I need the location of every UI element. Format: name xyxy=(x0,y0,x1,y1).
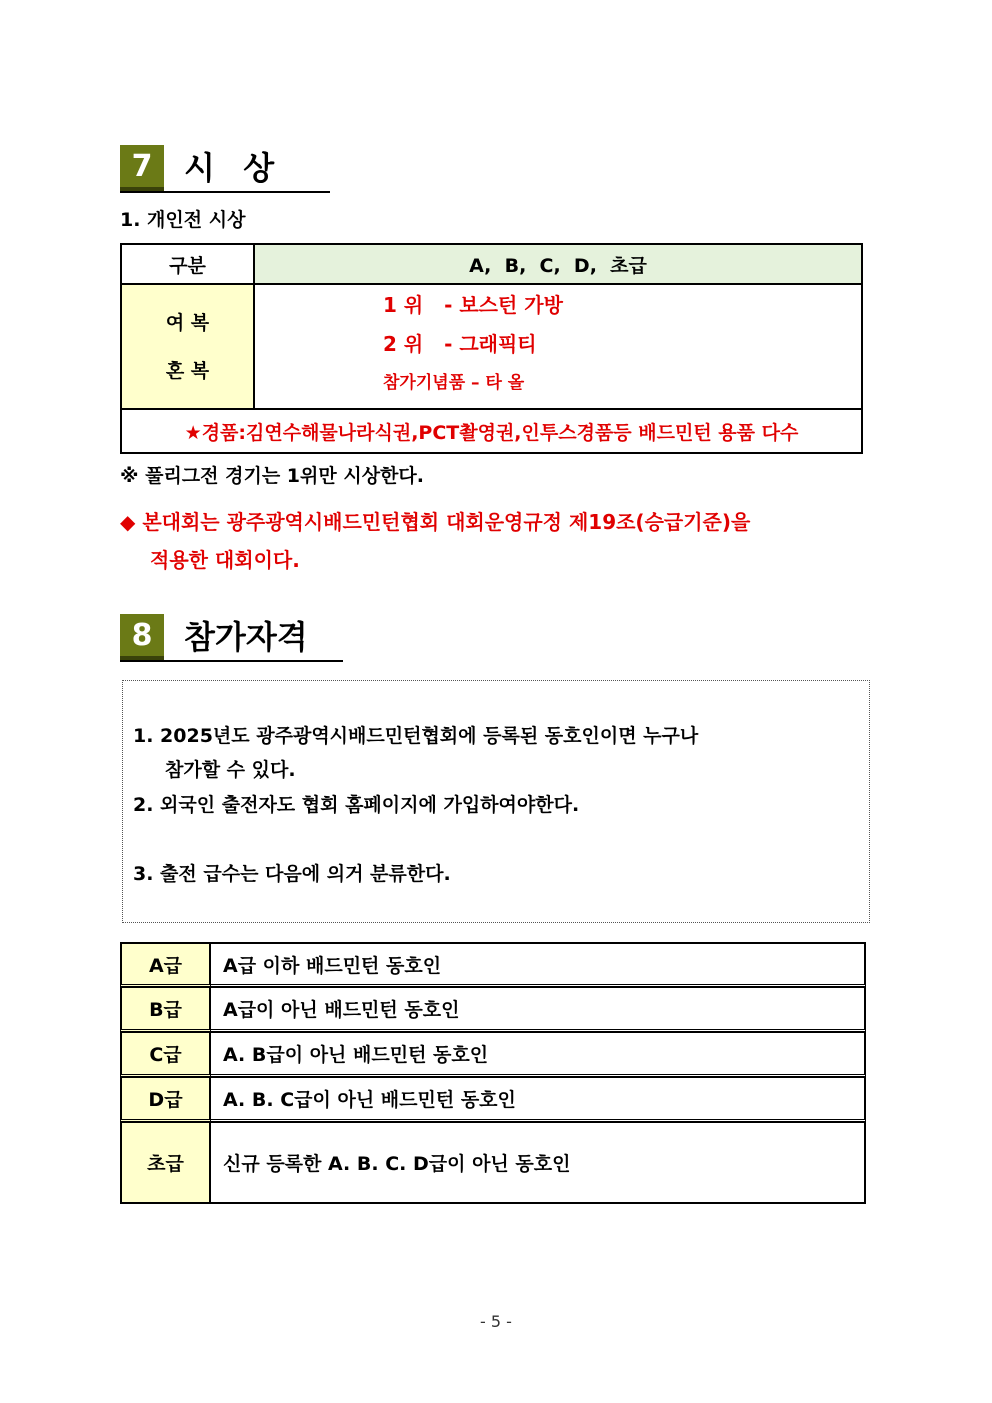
qualification-item-3: 3. 출전 급수는 다음에 의거 분류한다. xyxy=(133,863,451,885)
section8-title: 참가자격 xyxy=(184,618,308,656)
award-prizes xyxy=(254,284,862,409)
award-categories xyxy=(121,284,254,409)
grade-label: A급 xyxy=(120,942,211,987)
section8-number: 8 xyxy=(120,614,164,660)
grade-label: B급 xyxy=(120,987,211,1032)
section8-heading xyxy=(120,614,343,662)
grade-description: A급이 아닌 배드민턴 동호인 xyxy=(211,987,866,1032)
section7-number: 7 xyxy=(120,145,164,191)
notice-line-2: 적용한 대회이다. xyxy=(150,548,300,572)
grade-table xyxy=(120,942,866,1204)
category-women-doubles: 여 복 xyxy=(165,311,210,334)
grade-description: A. B. C급이 아닌 배드민턴 동호인 xyxy=(211,1077,866,1122)
prize-second: 2 위 - 그래픽티 xyxy=(383,332,537,356)
grade-label: C급 xyxy=(120,1032,211,1077)
grade-label: 초급 xyxy=(120,1122,211,1204)
grade-description: A. B급이 아닌 배드민턴 동호인 xyxy=(211,1032,866,1077)
award-header-grades: A, B, C, D, 초급 xyxy=(254,244,862,284)
round-robin-note: ※ 풀리그전 경기는 1위만 시상한다. xyxy=(120,465,424,487)
grade-description: A급 이하 배드민턴 동호인 xyxy=(211,942,866,987)
section7-subtitle: 1. 개인전 시상 xyxy=(120,209,246,231)
page-number: - 5 - xyxy=(480,1312,512,1331)
award-gift-row: ★경품:김연수해물나라식권,PCT촬영권,인투스경품등 배드민턴 용품 다수 xyxy=(121,409,862,453)
category-mixed-doubles: 혼 복 xyxy=(165,359,210,382)
qualification-item-1: 1. 2025년도 광주광역시배드민턴협회에 등록된 동호인이면 누구나 xyxy=(133,725,699,747)
section7-heading xyxy=(120,145,330,193)
award-table xyxy=(120,243,863,454)
award-header-category: 구분 xyxy=(121,244,254,284)
notice-line-1: ◆ 본대회는 광주광역시배드민턴협회 대회운영규정 제19조(승급기준)을 xyxy=(120,510,751,534)
qualification-item-2: 2. 외국인 출전자도 협회 홈페이지에 가입하여야한다. xyxy=(133,794,580,816)
prize-first: 1 위 - 보스턴 가방 xyxy=(383,293,563,317)
section7-title: 시 상 xyxy=(184,149,277,187)
qualification-item-1-cont: 참가할 수 있다. xyxy=(165,759,296,781)
qualification-box xyxy=(122,680,870,923)
grade-label: D급 xyxy=(120,1077,211,1122)
grade-description: 신규 등록한 A. B. C. D급이 아닌 동호인 xyxy=(211,1122,866,1204)
prize-participation: 참가기념품 – 타 올 xyxy=(383,373,525,393)
